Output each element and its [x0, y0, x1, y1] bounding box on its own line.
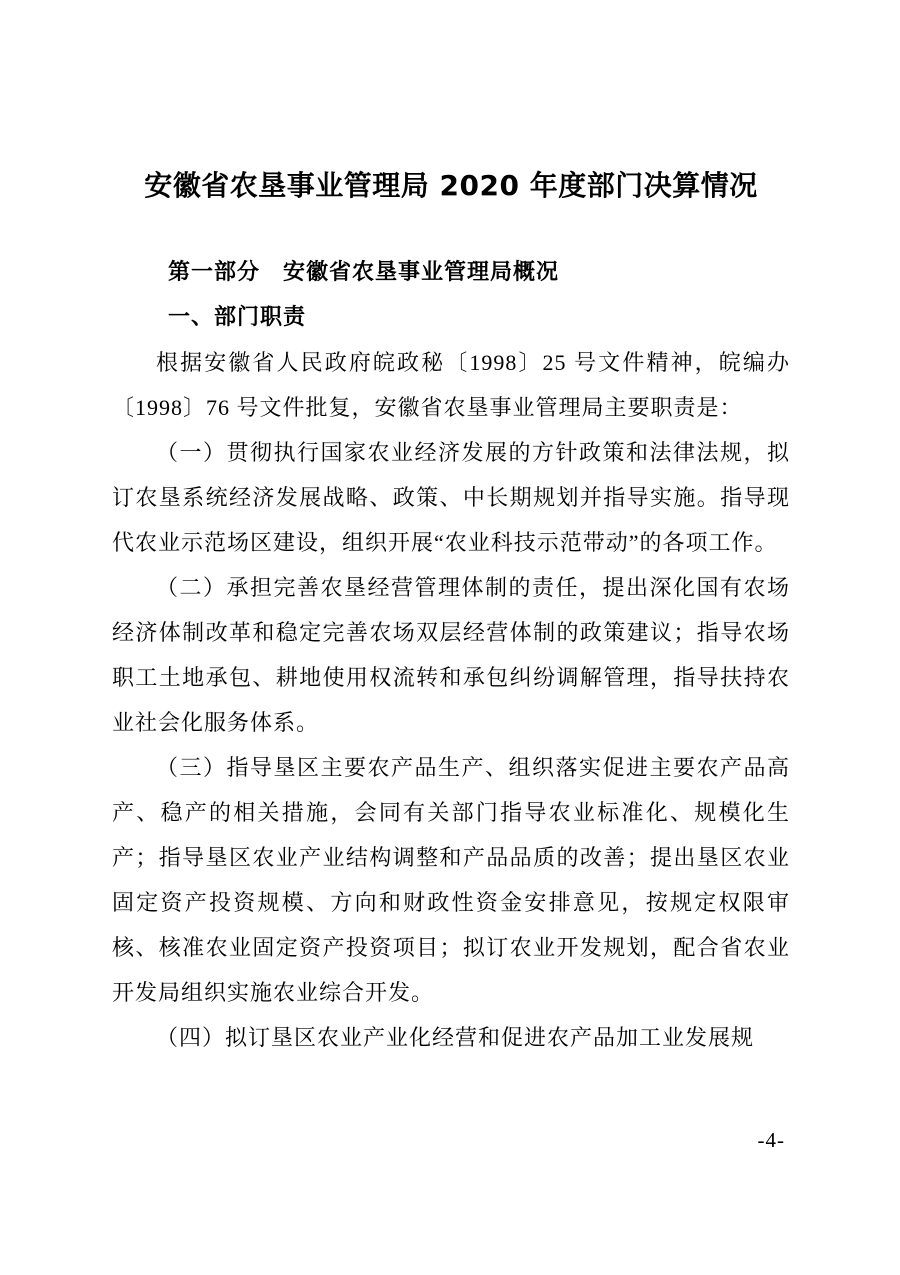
- paragraph-duty-2: （二）承担完善农垦经营管理体制的责任，提出深化国有农场经济体制改革和稳定完善农场双层经营体制的政策建议；指导农场职工土地承包、耕地使用权流转和承包纠纷调解管理，指导扶持农业社会化服务体系。: [112, 575, 790, 735]
- paragraph-duty-4-truncated: （四）拟订垦区农业产业化经营和促进农产品加工业发展规: [156, 1025, 755, 1050]
- subsection-heading-department-duties: 一、部门职责: [168, 305, 307, 330]
- paragraph-duty-1: （一）贯彻执行国家农业经济发展的方针政策和法律法规，拟订农垦系统经济发展战略、政策、中长期规划并指导实施。指导现代农业示范场区建设，组织开展“农业科技示范带动”的各项工作。: [112, 440, 790, 555]
- page-number: -4-: [757, 1128, 785, 1152]
- document-body: [112, 340, 790, 1060]
- section-heading-part-one: 第一部分 安徽省农垦事业管理局概况: [168, 260, 560, 285]
- paragraph-intro-basis: 根据安徽省人民政府皖政秘〔1998〕25 号文件精神，皖编办〔1998〕76 号文件批复，安徽省农垦事业管理局主要职责是：: [112, 350, 790, 420]
- paragraph-duty-3: （三）指导垦区主要农产品生产、组织落实促进主要农产品高产、稳产的相关措施，会同有关部门指导农业标准化、规模化生产；指导垦区农业产业结构调整和产品品质的改善；提出垦区农业固定资产投资规模、方向和财政性资金安排意见，按规定权限审核、核准农业固定资产投资项目；拟订农业开发规划，配合省农业开发局组织实施农业综合开发。: [112, 755, 790, 1005]
- document-title: 安徽省农垦事业管理局 2020 年度部门决算情况: [144, 169, 758, 202]
